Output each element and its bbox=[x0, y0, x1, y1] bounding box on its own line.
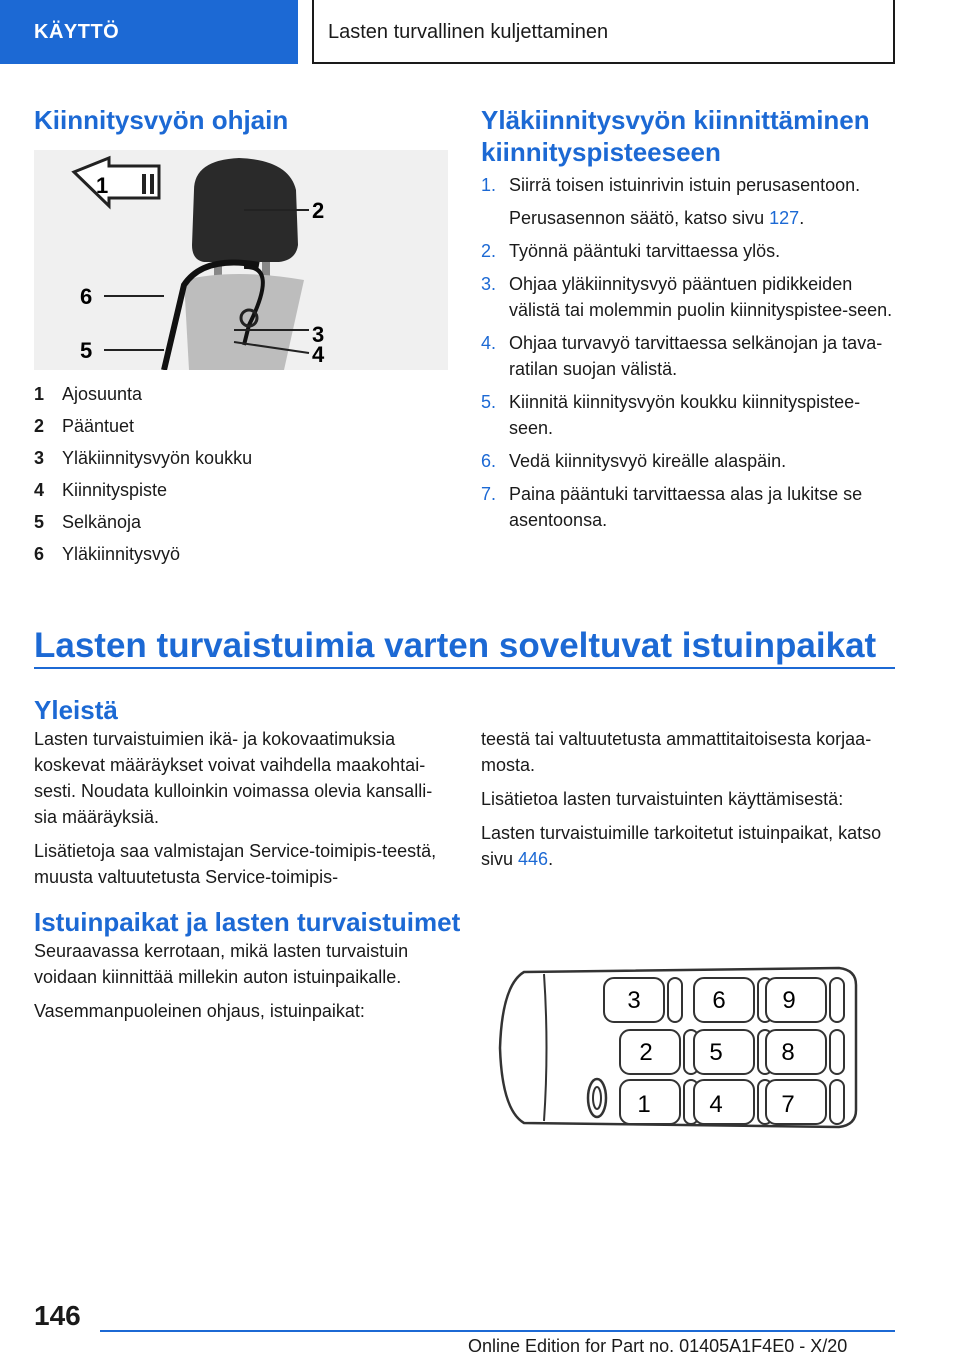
svg-text:2: 2 bbox=[639, 1039, 653, 1066]
step-item: 6. Vedä kiinnitysvyö kireälle alaspäin. bbox=[481, 451, 787, 471]
svg-text:8: 8 bbox=[781, 1039, 795, 1066]
seat-2 bbox=[620, 1030, 698, 1074]
seats-text: Seuraavassa kerrotaan, mikä lasten turvaistuin voidaan kiinnittää millekin auton istuinpaikalle. Vasemmanpuoleinen ohjaus, istuinpaikat: bbox=[34, 941, 409, 1021]
attach-heading: Yläkiinnitysvyön kiinnittäminen kiinnityspisteeseen bbox=[481, 105, 870, 167]
general-heading: Yleistä bbox=[34, 695, 118, 725]
svg-text:1: 1 bbox=[637, 1091, 651, 1118]
header-chapter-title: Lasten turvallinen kuljettaminen bbox=[312, 0, 895, 64]
step-item: 2. Työnnä pääntuki tarvittaessa ylös. bbox=[481, 241, 781, 261]
header-section-tab: KÄYTTÖ bbox=[0, 0, 298, 64]
step-item: 1. Siirrä toisen istuinrivin istuin perusasentoon. Perusasennon säätö, katso sivu 127. bbox=[481, 175, 861, 228]
figure-legend bbox=[34, 378, 454, 570]
legend-item: 2 Pääntuet bbox=[34, 416, 135, 436]
fig-label-2: 2 bbox=[312, 198, 325, 223]
svg-text:4: 4 bbox=[709, 1091, 723, 1118]
section-rule bbox=[34, 667, 895, 669]
section-heading: Lasten turvaistuimia varten soveltuvat istuinpaikat bbox=[34, 626, 877, 665]
seat-1 bbox=[620, 1080, 698, 1124]
arrow-icon bbox=[74, 158, 159, 206]
page-number: 146 bbox=[34, 1300, 81, 1331]
svg-text:7: 7 bbox=[781, 1091, 795, 1118]
headrest-figure bbox=[34, 150, 448, 370]
seat-6 bbox=[694, 978, 772, 1022]
legend-item: 1 Ajosuunta bbox=[34, 384, 143, 404]
fig-label-3: 3 bbox=[312, 322, 325, 347]
seat-4 bbox=[694, 1080, 772, 1124]
page-link-446[interactable]: 446 bbox=[518, 849, 549, 869]
legend-item: 5 Selkänoja bbox=[34, 512, 142, 532]
step-item: 4. Ohjaa turvavyö tarvittaessa selkänojan ja tava-ratilan suojan välistä. bbox=[481, 333, 883, 379]
fig-label-4: 4 bbox=[312, 342, 325, 367]
seat-3 bbox=[604, 978, 682, 1022]
seat-8 bbox=[766, 1030, 844, 1074]
step-item: 7. Paina pääntuki tarvittaessa alas ja lukitse se asentoonsa. bbox=[481, 484, 863, 530]
page-link-127[interactable]: 127 bbox=[769, 208, 800, 228]
legend-item: 4 Kiinnityspiste bbox=[34, 480, 168, 500]
footer-edition: Online Edition for Part no. 01405A1F4E0 - X/20 bbox=[468, 1336, 848, 1356]
legend-item: 3 Yläkiinnitysvyön koukku bbox=[34, 448, 253, 468]
headrest-illustration bbox=[34, 150, 448, 370]
seat-9 bbox=[766, 978, 844, 1022]
fig-label-6: 6 bbox=[80, 284, 93, 309]
seats-heading: Istuinpaikat ja lasten turvaistuimet bbox=[34, 907, 461, 937]
fig-label-5: 5 bbox=[80, 338, 93, 363]
svg-text:3: 3 bbox=[627, 987, 641, 1014]
legend-item: 6 Yläkiinnitysvyö bbox=[34, 544, 181, 564]
svg-text:6: 6 bbox=[712, 987, 726, 1014]
step-item: 5. Kiinnitä kiinnitysvyön koukku kiinnityspistee-seen. bbox=[481, 392, 861, 438]
step-item: 3. Ohjaa yläkiinnitysvyö pääntuen pidikkeiden välistä tai molemmin puolin kiinnityspistee-seen. bbox=[481, 274, 893, 320]
general-left-text: Lasten turvaistuimien ikä- ja kokovaatimuksia koskevat määräykset voivat vaihdella maakohtai-sesti. Noudata kulloinkin voimassa olevia kansalli-sia määräyksiä. Lisätietoja saa valmistajan Service-toimipis-teestä, muusta valtuutetusta Service-toimipis- bbox=[34, 729, 437, 887]
fig-label-1: 1 bbox=[96, 173, 109, 198]
seat-layout-diagram bbox=[494, 960, 864, 1135]
footer-rule bbox=[100, 1330, 895, 1332]
svg-text:9: 9 bbox=[782, 987, 796, 1014]
general-right-text: teestä tai valtuutetusta ammattitaitoisesta korjaa-mosta. Lisätietoa lasten turvaistuinten käyttämisestä: Lasten turvaistuimille tarkoitetut istuinpaikat, katso sivu 446. bbox=[481, 729, 882, 869]
seat-5 bbox=[694, 1030, 772, 1074]
svg-text:5: 5 bbox=[709, 1039, 723, 1066]
step-list bbox=[481, 172, 899, 540]
guide-heading: Kiinnitysvyön ohjain bbox=[34, 105, 289, 135]
seat-7 bbox=[766, 1080, 844, 1124]
